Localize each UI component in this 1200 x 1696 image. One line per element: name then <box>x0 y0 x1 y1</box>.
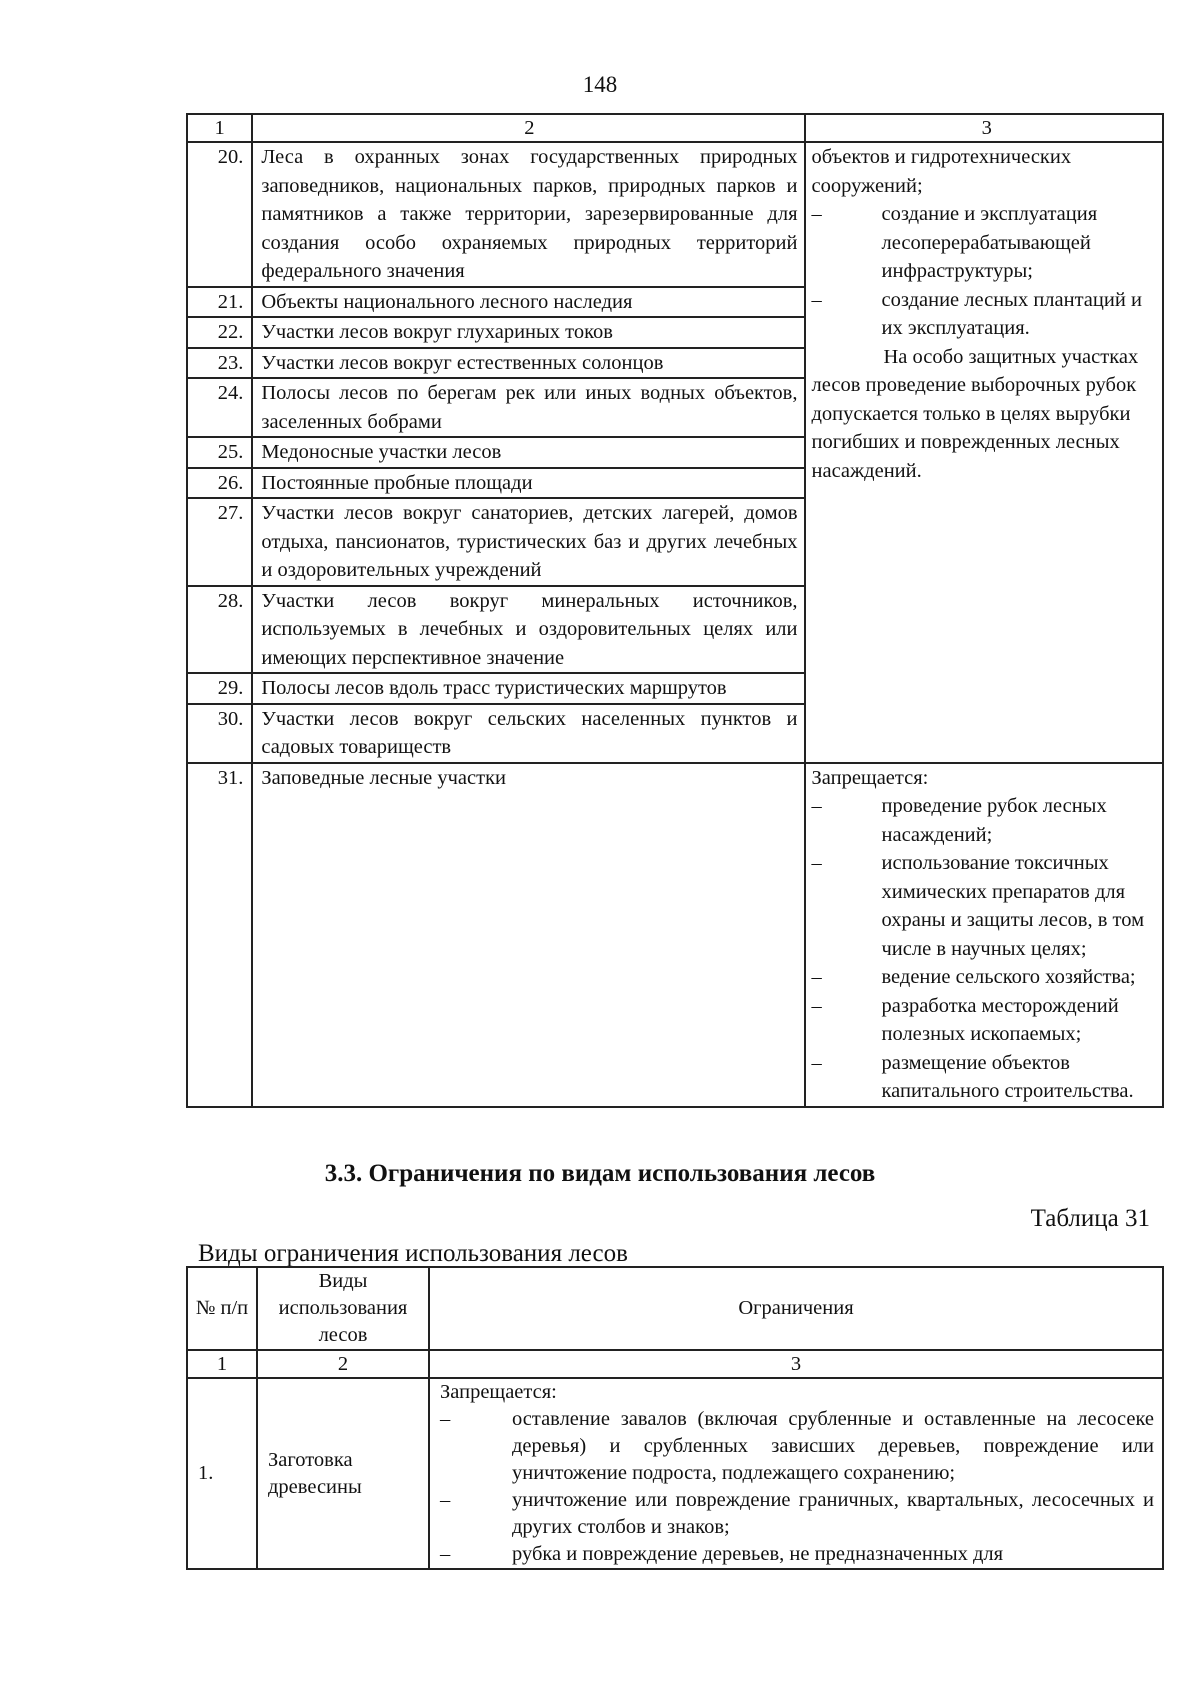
header-cell-3: 3 <box>805 114 1164 142</box>
row-text: Участки лесов вокруг сельских населенных пунктов и садовых товариществ <box>252 704 804 763</box>
row-text: Леса в охранных зонах государственных природных заповедников, национальных парков, природных парков и памятников а также территории, зарезервированные для создания особо охраняемых природных территорий федерального значения <box>252 142 804 287</box>
column-number: 1 <box>187 1350 257 1378</box>
table-row <box>187 1378 1163 1569</box>
row-number: 28. <box>187 586 252 674</box>
restriction-text: разработка месторождений полезных ископаемых; <box>881 994 1119 1045</box>
restriction-item <box>440 1487 1154 1541</box>
page-number: 148 <box>582 72 618 97</box>
restrictions-title: Запрещается: <box>440 1381 557 1403</box>
row-text: Полосы лесов по берегам рек или иных водных объектов, заселенных бобрами <box>252 378 804 437</box>
column-number: 3 <box>429 1350 1163 1378</box>
restriction-text: создание лесных плантаций и их эксплуатация. <box>881 288 1142 339</box>
row-text: Постоянные пробные площади <box>252 468 804 499</box>
row-number: 20. <box>187 142 252 287</box>
restriction-item <box>812 849 1163 963</box>
restrictions-paragraph: На особо защитных участках лесов проведение выборочных рубок допускается только в целях вырубки погибших и поврежденных лесных насаждений. <box>811 345 1139 482</box>
restriction-item <box>440 1541 1154 1568</box>
row-number: 1. <box>187 1378 257 1569</box>
restriction-item <box>812 1049 1163 1106</box>
row-number: 25. <box>187 437 252 468</box>
row-number: 22. <box>187 317 252 348</box>
restriction-text: рубка и повреждение деревьев, не предназначенных для <box>512 1543 1004 1565</box>
row-number: 27. <box>187 498 252 586</box>
restriction-text: проведение рубок лесных насаждений; <box>881 795 1107 846</box>
dash-marker: – <box>440 1543 451 1565</box>
restriction-text: размещение объектов капитального строительства. <box>881 1051 1134 1102</box>
row-number: 31. <box>187 763 252 1107</box>
dash-marker: – <box>440 1408 451 1430</box>
restriction-item <box>440 1406 1154 1487</box>
header-cell-restrictions: Ограничения <box>429 1267 1163 1350</box>
row-number: 23. <box>187 348 252 379</box>
row-text: Объекты национального лесного наследия <box>252 287 804 318</box>
row-text: Участки лесов вокруг минеральных источников, используемых в лечебных и оздоровительных целях или имеющих перспективное значение <box>252 586 804 674</box>
restriction-text: ведение сельского хозяйства; <box>881 966 1136 988</box>
restriction-item <box>812 992 1163 1049</box>
header-cell-2: 2 <box>252 114 804 142</box>
column-numbers-row <box>187 1350 1163 1378</box>
dash-marker: – <box>440 1489 451 1511</box>
dash-marker: – <box>811 966 822 988</box>
table-row <box>187 763 1163 1107</box>
header-cell-usage-type: Виды использования лесов <box>257 1267 429 1350</box>
row-text: Заповедные лесные участки <box>252 763 804 1107</box>
section-title: 3.3. Ограничения по видам использования лесов <box>324 1160 876 1187</box>
table-title: Виды ограничения использования лесов <box>198 1240 628 1267</box>
row-number: 21. <box>187 287 252 318</box>
row-text: Участки лесов вокруг глухариных токов <box>252 317 804 348</box>
row-number: 24. <box>187 378 252 437</box>
usage-restrictions-table <box>186 1266 1164 1570</box>
dash-marker: – <box>811 994 822 1017</box>
restriction-item <box>812 963 1163 992</box>
table-header-row <box>187 114 1163 142</box>
dash-marker: – <box>811 288 822 311</box>
restrictions-cell <box>805 763 1164 1107</box>
row-text: Участки лесов вокруг естественных солонцов <box>252 348 804 379</box>
restriction-text: оставление завалов (включая срубленные и оставленные на лесосеке деревья) и срубленных зависших деревьев, повреждение или уничтожение подроста, подлежащего сохранению; <box>512 1408 1154 1484</box>
row-number: 30. <box>187 704 252 763</box>
restrictions-cell <box>429 1378 1163 1569</box>
header-cell-1: 1 <box>187 114 252 142</box>
restrictions-title: Запрещается: <box>811 766 929 789</box>
row-text: Медоносные участки лесов <box>252 437 804 468</box>
restriction-text: использование токсичных химических препаратов для охраны и защиты лесов, в том числе в научных целях; <box>881 852 1145 960</box>
column-number: 2 <box>257 1350 429 1378</box>
dash-marker: – <box>811 852 822 874</box>
usage-type: Заготовка древесины <box>257 1378 429 1569</box>
restriction-text: создание и эксплуатация лесоперерабатывающей инфраструктуры; <box>881 203 1098 282</box>
table-header-row <box>187 1267 1163 1350</box>
row-text: Полосы лесов вдоль трасс туристических маршрутов <box>252 673 804 704</box>
restriction-item <box>812 792 1163 849</box>
table-number-label: Таблица 31 <box>1030 1205 1150 1232</box>
header-cell-number: № п/п <box>187 1267 257 1350</box>
row-number: 29. <box>187 673 252 704</box>
restrictions-cell <box>805 142 1164 763</box>
dash-marker: – <box>811 203 822 225</box>
row-number: 26. <box>187 468 252 499</box>
restrictions-intro: объектов и гидротехнических сооружений; <box>811 146 1072 197</box>
row-text: Участки лесов вокруг санаториев, детских лагерей, домов отдыха, пансионатов, туристических баз и других лечебных и оздоровительных учреждений <box>252 498 804 586</box>
restriction-item <box>812 286 1163 343</box>
dash-marker: – <box>811 795 822 817</box>
restriction-text: уничтожение или повреждение граничных, квартальных, лесосечных и других столбов и знаков; <box>512 1489 1154 1538</box>
restriction-item <box>812 200 1163 286</box>
dash-marker: – <box>811 1051 822 1074</box>
table-row <box>187 142 1163 287</box>
forest-areas-table <box>186 113 1164 1108</box>
